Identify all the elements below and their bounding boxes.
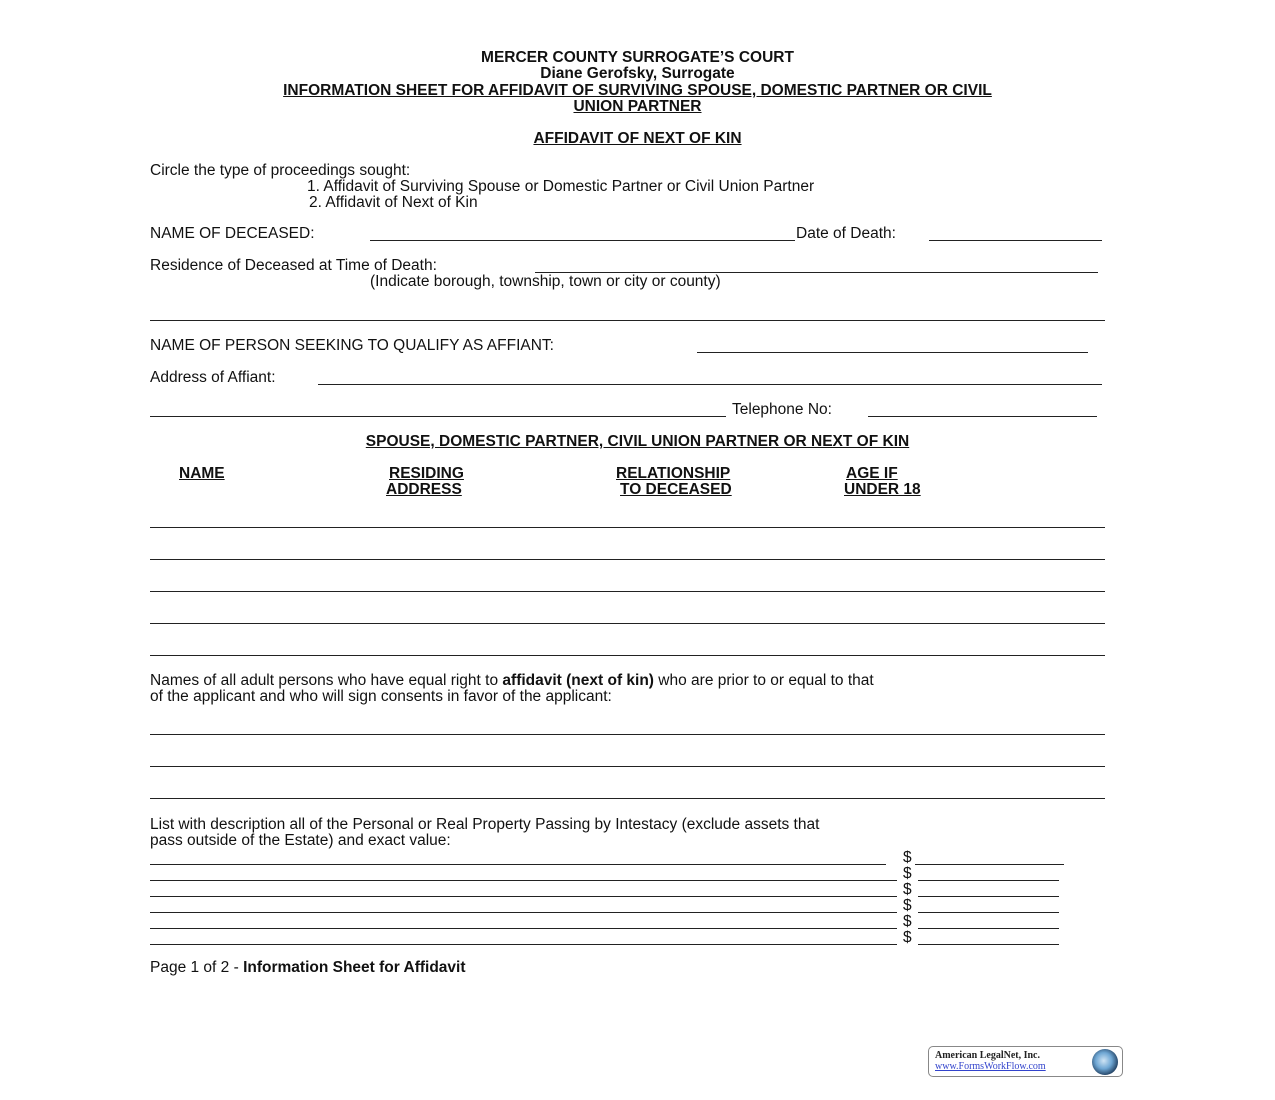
proceedings-prompt: Circle the type of proceedings sought: <box>150 162 411 179</box>
property-value-field[interactable] <box>918 928 1059 929</box>
column-residing: RESIDING <box>389 465 464 482</box>
american-legalnet-logo <box>928 1046 1123 1077</box>
property-description-field[interactable] <box>150 896 897 897</box>
telephone-field[interactable] <box>868 416 1097 417</box>
currency-sign: $ <box>903 929 912 946</box>
form-subtitle: AFFIDAVIT OF NEXT OF KIN <box>533 130 742 147</box>
currency-sign: $ <box>903 881 912 898</box>
consents-text-line2: of the applicant and who will sign consents in favor of the applicant: <box>150 688 612 705</box>
residence-label: Residence of Deceased at Time of Death: <box>150 257 437 274</box>
date-of-death-label: Date of Death: <box>796 225 896 242</box>
consents-text-a: Names of all adult persons who have equal right to <box>150 672 503 689</box>
globe-icon <box>1092 1049 1118 1075</box>
kin-row-field[interactable] <box>150 623 1105 624</box>
residence-field-2[interactable] <box>150 320 1105 321</box>
property-description-field[interactable] <box>150 864 886 865</box>
property-value-field[interactable] <box>915 864 1064 865</box>
kin-row-field[interactable] <box>150 559 1105 560</box>
property-value-field[interactable] <box>918 880 1059 881</box>
consent-row-field[interactable] <box>150 734 1105 735</box>
logo-link[interactable]: www.FormsWorkFlow.com <box>935 1061 1046 1072</box>
page-footer <box>150 960 466 976</box>
telephone-label: Telephone No: <box>732 401 832 418</box>
currency-sign: $ <box>903 897 912 914</box>
affiant-address-field-2[interactable] <box>150 416 726 417</box>
court-name: MERCER COUNTY SURROGATE’S COURT <box>481 49 794 66</box>
affiant-name-label: NAME OF PERSON SEEKING TO QUALIFY AS AFFIANT: <box>150 337 554 354</box>
property-description-field[interactable] <box>150 944 897 945</box>
surrogate-name: Diane Gerofsky, Surrogate <box>540 65 735 82</box>
column-age-if: AGE IF <box>846 465 898 482</box>
property-description-field[interactable] <box>150 880 897 881</box>
consents-text-b: who are prior to or equal to that <box>653 672 874 689</box>
proceeding-option-1: 1. Affidavit of Surviving Spouse or Domestic Partner or Civil Union Partner <box>307 178 815 195</box>
property-value-field[interactable] <box>918 912 1059 913</box>
kin-row-field[interactable] <box>150 655 1105 656</box>
deceased-name-label: NAME OF DECEASED: <box>150 225 315 242</box>
logo-company-name: American LegalNet, Inc. <box>935 1050 1040 1061</box>
kin-row-field[interactable] <box>150 591 1105 592</box>
column-relationship: RELATIONSHIP <box>616 465 731 482</box>
property-value-field[interactable] <box>918 944 1059 945</box>
property-value-field[interactable] <box>918 896 1059 897</box>
page-footer-title: Information Sheet for Affidavit <box>243 959 466 976</box>
form-title-line1: INFORMATION SHEET FOR AFFIDAVIT OF SURVIVING SPOUSE, DOMESTIC PARTNER OR CIVIL <box>283 82 992 99</box>
property-text-line1: List with description all of the Personal or Real Property Passing by Intestacy (exclude assets that <box>150 816 820 833</box>
consents-text-line1 <box>150 673 874 689</box>
affiant-name-field[interactable] <box>697 352 1088 353</box>
column-address: ADDRESS <box>386 481 462 498</box>
affiant-address-field[interactable] <box>318 384 1102 385</box>
kin-row-field[interactable] <box>150 527 1105 528</box>
currency-sign: $ <box>903 849 912 866</box>
column-name: NAME <box>179 465 225 482</box>
form-title-line2: UNION PARTNER <box>573 98 702 115</box>
consent-row-field[interactable] <box>150 798 1105 799</box>
currency-sign: $ <box>903 913 912 930</box>
property-description-field[interactable] <box>150 928 897 929</box>
currency-sign: $ <box>903 865 912 882</box>
proceeding-option-2: 2. Affidavit of Next of Kin <box>309 194 478 211</box>
kin-section-heading: SPOUSE, DOMESTIC PARTNER, CIVIL UNION PARTNER OR NEXT OF KIN <box>365 433 910 450</box>
column-under-18: UNDER 18 <box>844 481 921 498</box>
page-number: Page 1 of 2 - <box>150 959 244 976</box>
column-to-deceased: TO DECEASED <box>620 481 732 498</box>
affiant-address-label: Address of Affiant: <box>150 369 276 386</box>
residence-hint: (Indicate borough, township, town or city or county) <box>370 273 721 290</box>
property-description-field[interactable] <box>150 912 897 913</box>
property-text-line2: pass outside of the Estate) and exact value: <box>150 832 451 849</box>
date-of-death-field[interactable] <box>929 240 1102 241</box>
consents-text-bold: affidavit (next of kin) <box>502 672 654 689</box>
consent-row-field[interactable] <box>150 766 1105 767</box>
deceased-name-field[interactable] <box>370 240 795 241</box>
